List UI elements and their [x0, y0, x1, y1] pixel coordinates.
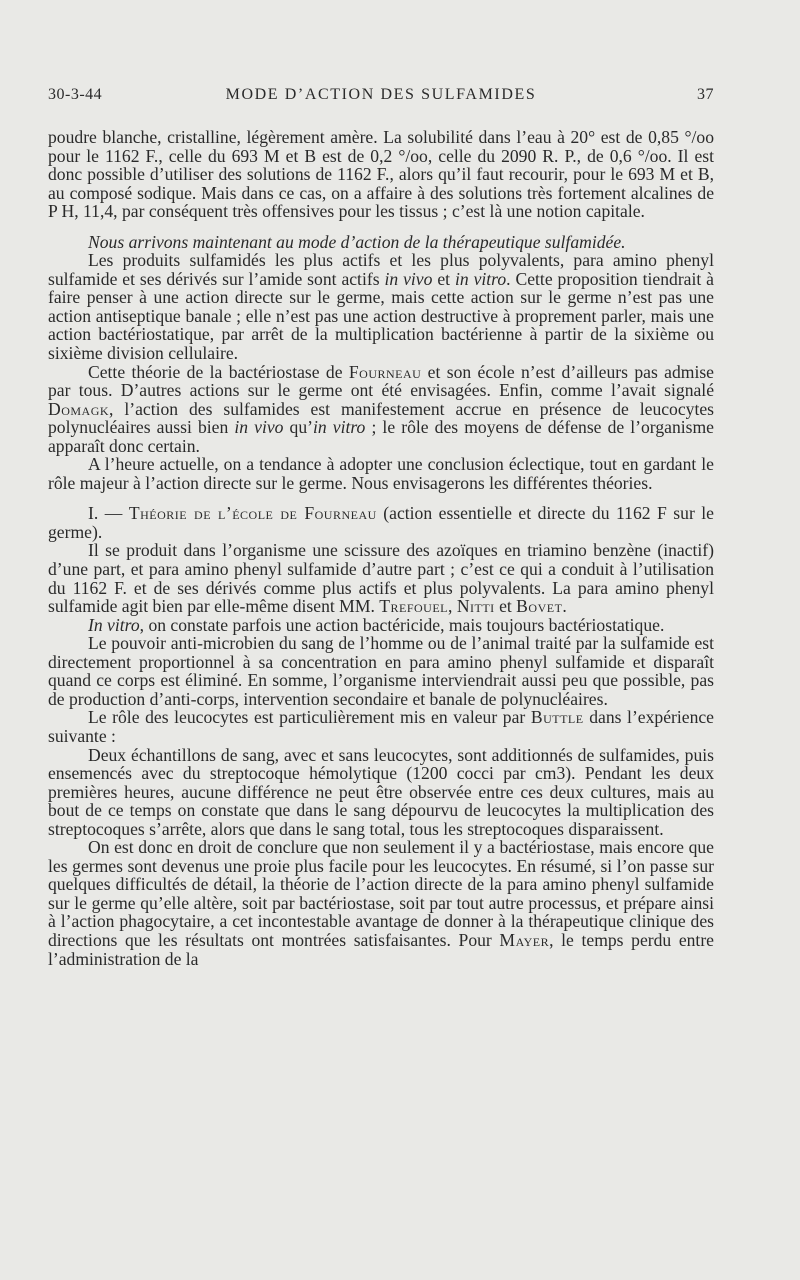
paragraph-4-text: , l’action des sulfamides est manifestement accrue en présence de leucocytes polynucléaires aussi bien [48, 398, 714, 438]
section-heading [48, 504, 714, 541]
paragraph-11: Deux échantillons de sang, avec et sans leucocytes, sont additionnés de sulfamides, puis ensemencés avec du streptocoque hémolytique (1200 cocci par cm3). Pendant les deux premières heures, aucune différence ne peut être observée entre ces deux cultures, mais au bout de ce temps on constate que dans le sang dépourvu de leucocytes la multiplication des streptocoques s’arrête, alors que dans le sang total, tous les streptocoques disparaissent. [48, 744, 714, 839]
paragraph-1: poudre blanche, cristalline, légèrement amère. La solubilité dans l’eau à 20° est de 0,85 °/oo pour le 1162 F., celle du 693 M et B est de 0,2 °/oo, celle du 2090 R. P., de 0,6 °/oo. Il est donc possible d’utiliser des solutions de 1162 F., alors qu’il faut recourir, pour le 693 M et B, au composé sodique. Mais dans ce cas, on a affaire à des solutions très fortement alcalines de P H, 11,4, par conséquent très offensives pour les tissus ; c’est là une notion capitale. [48, 127, 714, 222]
paragraph-3 [48, 251, 714, 362]
paragraph-3-text: Les produits sulfamidés les plus actifs et les plus polyvalents, para amino phenyl sulfamide et ses dérivés sur l’amide sont actifs [48, 250, 714, 289]
paragraph-2-text: Nous arrivons maintenant au mode d’action de la thérapeutique sulfamidée. [88, 231, 626, 252]
section-subtitle: (action essentielle et directe du 1162 F sur le germe). [48, 503, 714, 542]
author-name: Domagk [48, 398, 110, 419]
paragraph-2 [48, 233, 714, 252]
paragraph-12 [48, 838, 714, 968]
author-name: Mayer [499, 929, 550, 950]
paragraph-4-text: ; le rôle des moyens de défense de l’organisme apparaît donc certain. [48, 417, 714, 456]
paragraph-7-text: et [494, 596, 517, 617]
paragraph-3-text: et [432, 268, 455, 289]
author-name: Nitti [456, 596, 495, 617]
paragraph-4-text: Cette théorie de la bactériostase de [88, 361, 349, 382]
paragraph-4-text: qu’ [283, 417, 313, 438]
author-name: Buttle [530, 707, 584, 728]
paragraph-12-text: On est donc en droit de conclure que non seulement il y a bactériostase, mais encore que les germes sont devenus une proie plus facile pour les leucocytes. En résumé, si l’on passe sur quelques difficultés de détail, la théorie de l’action directe de la para amino phenyl sulfamide sur le germe qu’elle altère, soit par bactériostase, soit par tout autre processus, et prépare ainsi à l’action phagocytaire, a cet incontestable avantage de donner à la thérapeutique clinique des directions que les résultats ont montrées satisfaisantes. Pour [48, 837, 714, 950]
paragraph-8 [48, 616, 714, 635]
paragraph-7-text: . [562, 596, 567, 617]
paragraph-7 [48, 541, 714, 615]
paragraph-10 [48, 708, 714, 745]
header-title: MODE D’ACTION DES SULFAMIDES [225, 86, 537, 103]
italic-in-vitro: in vitro [454, 268, 507, 289]
author-name: Fourneau [348, 361, 422, 382]
author-name: Trefouel [379, 596, 449, 617]
paragraph-10-text: dans l’expérience suivante : [48, 707, 714, 746]
italic-in-vivo: in vivo [384, 268, 433, 289]
body-text [48, 128, 714, 968]
section-title: Théorie de l’école de Fourneau [128, 503, 377, 524]
header-date: 30-3-44 [48, 86, 103, 103]
paragraph-5: A l’heure actuelle, on a tendance à adopter une conclusion éclectique, tout en gardant le rôle majeur à l’action directe sur le germe. Nous envisagerons les différentes théories. [48, 454, 714, 493]
paragraph-4-text: et son école n’est d’ailleurs pas admise par tous. D’autres actions sur le germe ont été envisagées. Enfin, comme l’avait signalé [48, 361, 714, 401]
italic-in-vitro: In vitro [88, 614, 140, 635]
paragraph-8-text: , on constate parfois une action bactéricide, mais toujours bactériostatique. [139, 614, 665, 635]
italic-in-vivo: in vivo [234, 417, 284, 438]
section-number: I. — [88, 503, 129, 524]
paragraph-7-text: Il se produit dans l’organisme une scissure des azoïques en triamino benzène (inactif) d’une part, et para amino phenyl sulfamide d’autre part ; c’est ce qui a conduit à l’utilisation du 1162 F. et de ses dérivés comme plus actifs et plus polyvalents. La para amino phenyl sulfamide agit bien par elle-même disent MM. [48, 540, 714, 617]
author-name: Bovet [516, 596, 563, 617]
paragraph-9: Le pouvoir anti-microbien du sang de l’homme ou de l’animal traité par la sulfamide est directement proportionnel à sa concentration en para amino phenyl sulfamide et disparaît quand ce corps est éliminé. En somme, l’organisme interviendrait aussi peu que possible, pas de production d’anti-corps, intervention secondaire et banale de polynucléaires. [48, 633, 714, 709]
page-number: 37 [697, 86, 714, 103]
italic-in-vitro: in vitro [313, 417, 366, 438]
paragraph-7-text: , [448, 596, 457, 617]
paragraph-12-text: , le temps perdu entre l’administration de la [48, 929, 714, 969]
paragraph-10-text: Le rôle des leucocytes est particulièrement mis en valeur par [88, 707, 531, 728]
paragraph-4 [48, 363, 714, 456]
paragraph-3-text: . Cette proposition tiendrait à faire penser à une action directe sur le germe, mais cette action sur le germe n’est pas une action antiseptique banale ; elle n’est pas une action destructive à proprement parler, mais une action bactériostatique, par arrêt de la multiplication bactérienne à partir de la sixième ou sixième division cellulaire. [48, 268, 714, 364]
